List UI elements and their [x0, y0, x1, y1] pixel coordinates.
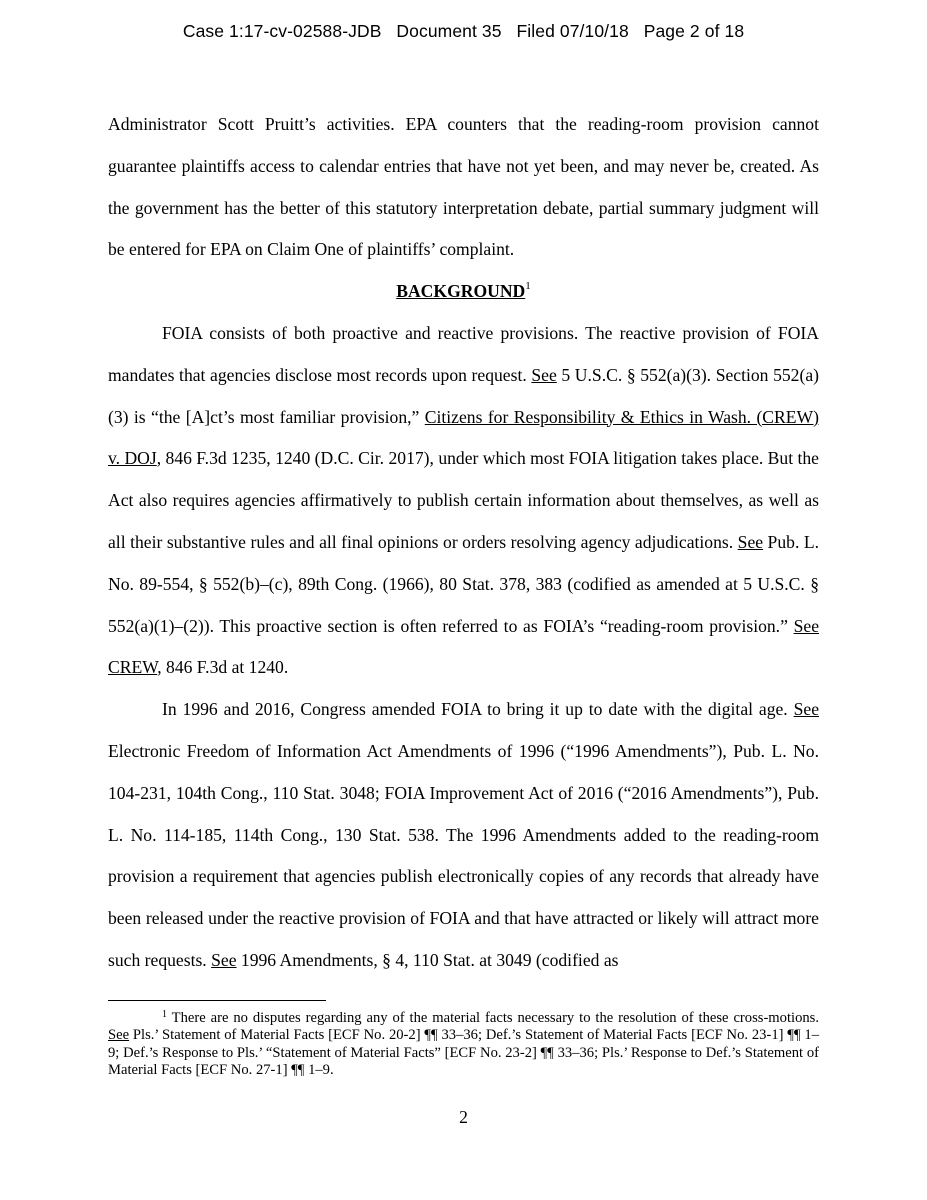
section-heading [108, 271, 819, 313]
text-run: FOIA consists of both proactive and reactive provisions. The reactive provision of FOIA mandates that agencies disclose most records upon request. [108, 322, 819, 385]
footnote-marker: 1 [525, 280, 531, 293]
document-number: Document 35 [396, 21, 502, 41]
text-run: , 846 F.3d at 1240. [157, 657, 289, 678]
case-number: Case 1:17-cv-02588-JDB [182, 21, 382, 41]
signal-see: See [531, 364, 557, 385]
case-citation: Citizens for Responsibility & Ethics in Wash. (CREW) v. DOJ [108, 406, 819, 469]
heading-title: BACKGROUND [396, 281, 526, 302]
text-run: 1996 Amendments, § 4, 110 Stat. at 3049 (codified as [236, 949, 619, 970]
signal-see: See [793, 615, 819, 636]
text-run: In 1996 and 2016, Congress amended FOIA to bring it up to date with the digital age. [162, 699, 794, 720]
signal-see: See [108, 1027, 130, 1044]
signal-see: See [211, 949, 237, 970]
paragraph-foia-provisions [108, 313, 819, 689]
paragraph-continued: Administrator Scott Pruitt’s activities. EPA counters that the reading-room provision cannot guarantee plaintiffs access to calendar entries that have not yet been, and may never be, created. As the government has the better of this statutory interpretation debate, partial summary judgment will be entered for EPA on Claim One of plaintiffs’ complaint. [108, 114, 819, 260]
page-number: 2 [459, 1107, 468, 1127]
body-text [108, 104, 819, 982]
filed-date: Filed 07/10/18 [516, 21, 629, 41]
text-run: There are no disputes regarding any of the material facts necessary to the resolution of these cross-motions. [167, 1010, 819, 1026]
signal-see: See [793, 699, 819, 720]
footnote-separator [108, 1000, 326, 1001]
signal-see: See [737, 531, 764, 552]
page-indicator: Page 2 of 18 [643, 21, 745, 41]
text-run: , 846 F.3d 1235, 1240 (D.C. Cir. 2017), under which most FOIA litigation takes place. But the Act also requires agencies affirmatively to publish certain information about themselves, as well as all their substantive rules and all final opinions or orders resolving agency adjudications. [108, 448, 819, 552]
footnote [108, 1010, 819, 1080]
text-run: Pls.’ Statement of Material Facts [ECF No. 20-2] ¶¶ 33–36; Def.’s Statement of Material Facts [ECF No. 23-1] ¶¶ 1–9; Def.’s Response to Pls.’ “Statement of Material Facts” [ECF No. 23-2] ¶¶ 33–36; Pls.’ Response to Def.’s Statement of Material Facts [ECF No. 27-1] ¶¶ 1–9. [108, 1027, 819, 1079]
case-header [0, 21, 927, 42]
text-run: 5 U.S.C. § 552(a)(3). Section 552(a)(3) is “the [A]ct’s most familiar provision,” [108, 364, 819, 427]
text-run: Electronic Freedom of Information Act Amendments of 1996 (“1996 Amendments”), Pub. L. No. 104-231, 104th Cong., 110 Stat. 3048; FOIA Improvement Act of 2016 (“2016 Amendments”), Pub. L. No. 114-185, 114th Cong., 130 Stat. 538. The 1996 Amendments added to the reading-room provision a requirement that agencies publish electronically copies of any records that already have been released under the reactive provision of FOIA and that have attracted or likely will attract more such requests. [108, 740, 819, 970]
paragraph-amendments [108, 689, 819, 982]
case-short-citation: CREW [108, 657, 158, 678]
text-run: Pub. L. No. 89-554, § 552(b)–(c), 89th Cong. (1966), 80 Stat. 378, 383 (codified as amended at 5 U.S.C. § 552(a)(1)–(2)). This proactive section is often referred to as FOIA’s “reading-room provision.” [108, 531, 819, 636]
footnote-number: 1 [162, 1009, 167, 1020]
